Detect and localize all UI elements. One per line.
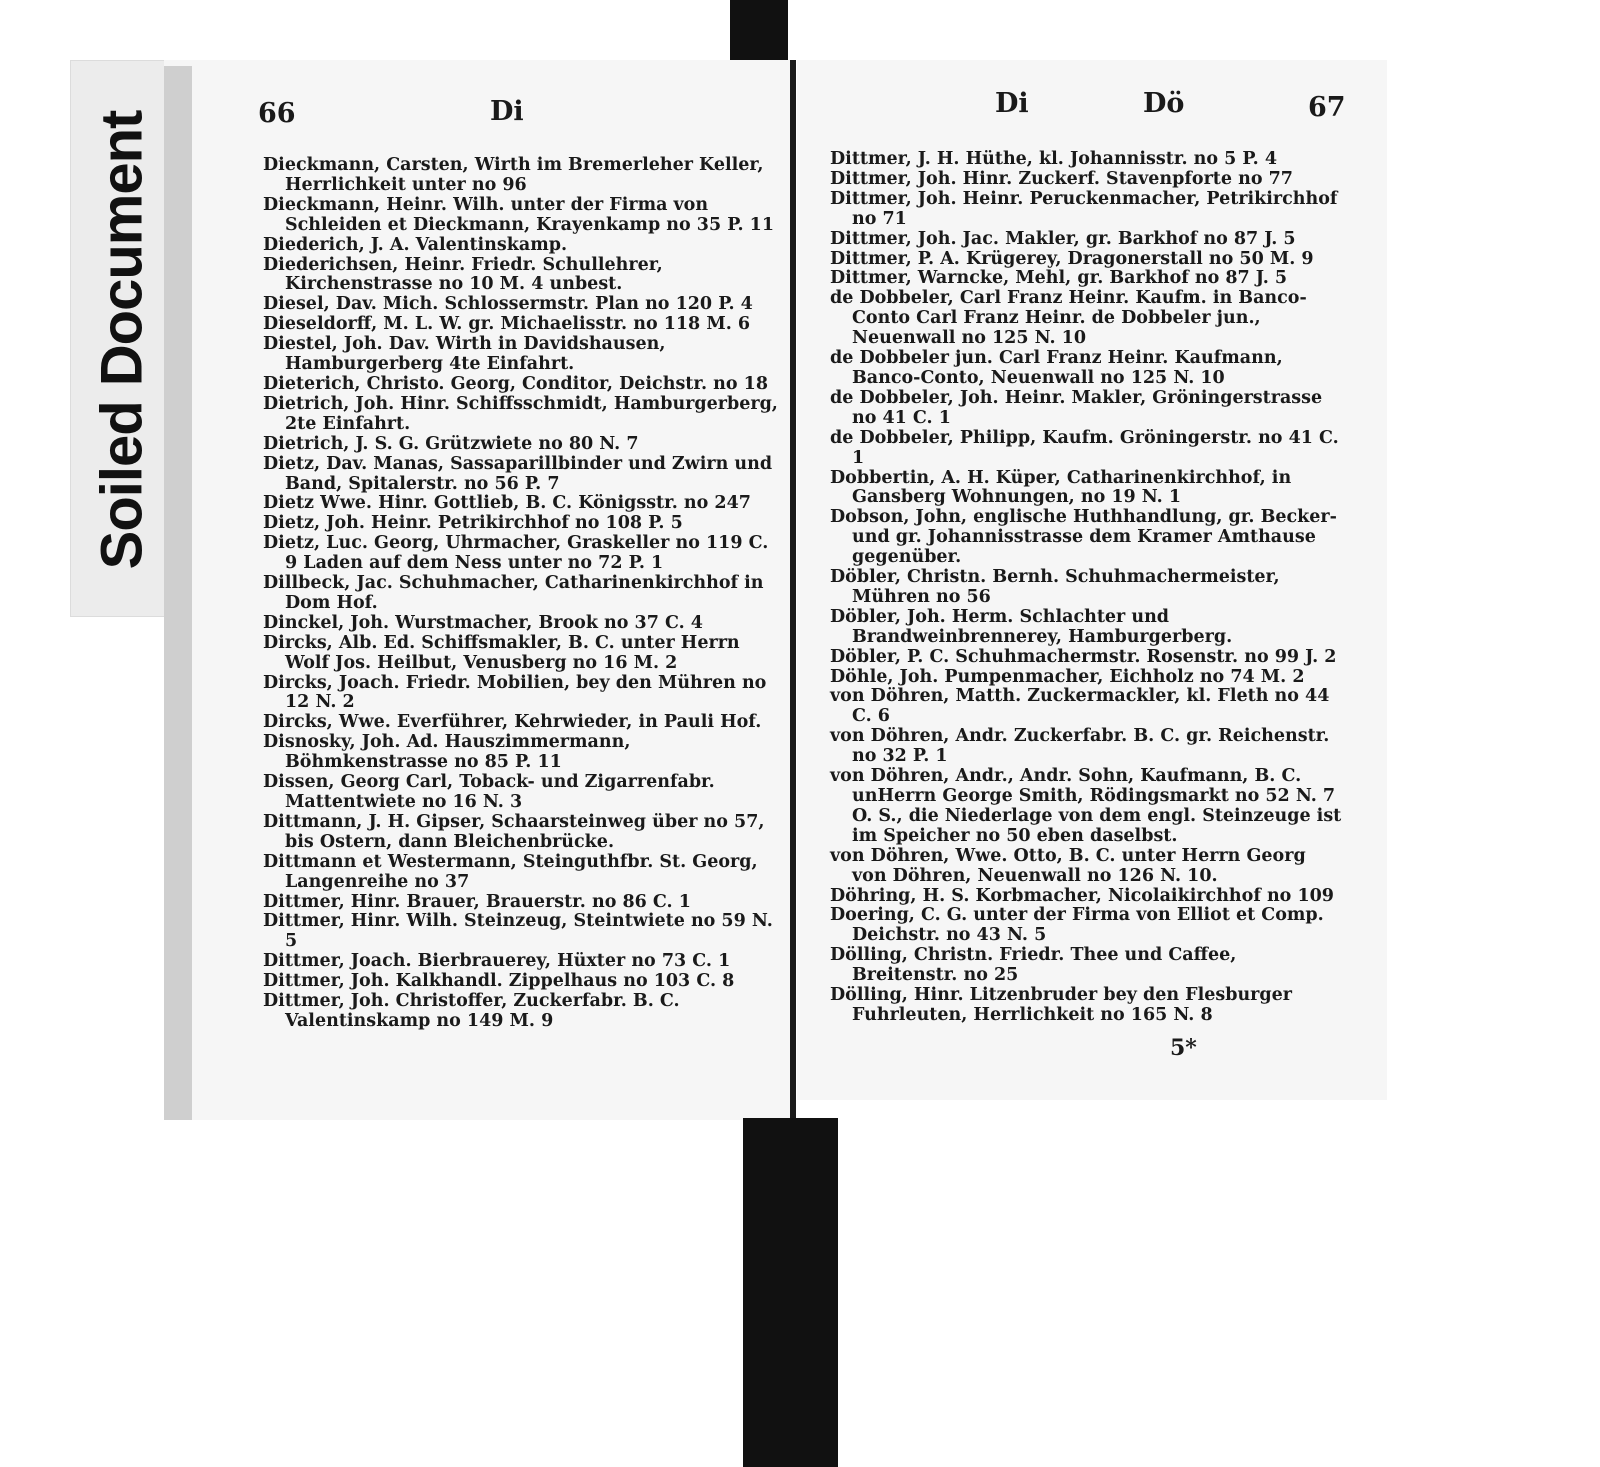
- directory-entry: von Döhren, Matth. Zuckermackler, kl. Fleth no 44 C. 6: [830, 686, 1330, 727]
- directory-entry: Dietz, Dav. Manas, Sassaparillbinder und Zwirn und Band, Spitalerstr. no 56 P. 7: [263, 453, 773, 494]
- directory-entry: de Dobbeler, Philipp, Kaufm. Gröningerstr. no 41 C. 1: [830, 427, 1339, 468]
- directory-entry: Dissen, Georg Carl, Toback- und Zigarrenfabr. Mattentwiete no 16 N. 3: [263, 772, 715, 812]
- directory-entry: Disnosky, Joh. Ad. Hauszimmermann, Böhmkenstrasse no 85 P. 11: [263, 732, 631, 773]
- directory-entry: Dietz, Joh. Heinr. Petrikirchhof no 108 P. 5: [263, 513, 683, 534]
- directory-entry: Diesel, Dav. Mich. Schlossermstr. Plan no 120 P. 4: [263, 294, 753, 315]
- directory-entry: Dietrich, Joh. Hinr. Schiffsschmidt, Hamburgerberg, 2te Einfahrt.: [263, 393, 778, 434]
- directory-entry: Dircks, Alb. Ed. Schiffsmakler, B. C. unter Herrn Wolf Jos. Heilbut, Venusberg no 16 M. 2: [263, 632, 740, 673]
- directory-entry: Dittmer, Joh. Kalkhandl. Zippelhaus no 103 C. 8: [263, 971, 735, 992]
- directory-entry: Dobbertin, A. H. Küper, Catharinenkirchhof, in Gansberg Wohnungen, no 19 N. 1: [830, 467, 1292, 508]
- directory-entry: Dietz, Luc. Georg, Uhrmacher, Graskeller no 119 C. 9 Laden auf dem Ness unter no 72 P. 1: [263, 533, 769, 574]
- book-spine: [790, 60, 796, 1120]
- directory-entry: Dittmann, J. H. Gipser, Schaarsteinweg über no 57, bis Ostern, dann Bleichenbrücke.: [263, 811, 765, 852]
- left-entry-list: [263, 156, 783, 1032]
- directory-entry: Dittmer, Hinr. Brauer, Brauerstr. no 86 C. 1: [263, 891, 691, 912]
- directory-entry: Dittmer, J. H. Hüthe, kl. Johannisstr. no 5 P. 4: [830, 149, 1278, 169]
- directory-entry: Dinckel, Joh. Wurstmacher, Brook no 37 C. 4: [263, 612, 703, 633]
- directory-entry: Döbler, Joh. Herm. Schlachter und Brandweinbrennerey, Hamburgerberg.: [830, 606, 1233, 647]
- right-running-head-1: Di: [995, 88, 1029, 119]
- directory-entry: Dittmer, Warncke, Mehl, gr. Barkhof no 87 J. 5: [830, 268, 1288, 289]
- directory-entry: Diederich, J. A. Valentinskamp.: [263, 234, 568, 255]
- directory-entry: von Döhren, Andr., Andr. Sohn, Kaufmann, B. C. unHerrn George Smith, Rödingsmarkt no 52 N. 7 O. S., die Niederlage von dem engl. Steinzeuge ist im Speicher no 50 eben daselbst.: [830, 766, 1342, 846]
- directory-entry: Dieckmann, Heinr. Wilh. unter der Firma von Schleiden et Dieckmann, Krayenkamp no 35 P. 11: [263, 194, 775, 235]
- directory-entry: Dittmer, Joh. Jac. Makler, gr. Barkhof no 87 J. 5: [830, 228, 1296, 249]
- directory-entry: Döhring, H. S. Korbmacher, Nicolaikirchhof no 109: [830, 885, 1334, 906]
- binding-tab-top: [730, 0, 788, 60]
- directory-entry: Dircks, Wwe. Everführer, Kehrwieder, in Pauli Hof.: [263, 712, 762, 733]
- directory-entry: de Dobbeler, Carl Franz Heinr. Kaufm. in Banco-Conto Carl Franz Heinr. de Dobbeler jun., Neuenwall no 125 N. 10: [830, 288, 1307, 349]
- directory-entry: Dieseldorff, M. L. W. gr. Michaelisstr. no 118 M. 6: [263, 314, 751, 335]
- directory-entry: Dittmann et Westermann, Steinguthfbr. St. Georg, Langenreihe no 37: [263, 851, 758, 892]
- directory-entry: von Döhren, Andr. Zuckerfabr. B. C. gr. Reichenstr. no 32 P. 1: [830, 726, 1330, 767]
- directory-entry: Dölling, Christn. Friedr. Thee und Caffee, Breitenstr. no 25: [830, 945, 1237, 986]
- directory-entry: Diederichsen, Heinr. Friedr. Schullehrer, Kirchenstrasse no 10 M. 4 unbest.: [263, 254, 663, 295]
- right-entry-list: [830, 150, 1345, 1026]
- directory-entry: de Dobbeler, Joh. Heinr. Makler, Gröningerstrasse no 41 C. 1: [830, 387, 1323, 428]
- directory-entry: Dillbeck, Jac. Schuhmacher, Catharinenkirchhof in Dom Hof.: [263, 573, 764, 613]
- directory-entry: Döbler, Christn. Bernh. Schuhmachermeister, Mühren no 56: [830, 567, 1280, 607]
- left-running-head: Di: [490, 96, 524, 127]
- directory-entry: Diestel, Joh. Dav. Wirth in Davidshausen, Hamburgerberg 4te Einfahrt.: [263, 334, 666, 375]
- directory-entry: Dietrich, J. S. G. Grützwiete no 80 N. 7: [263, 433, 639, 454]
- directory-entry: Döhle, Joh. Pumpenmacher, Eichholz no 74 M. 2: [830, 666, 1305, 687]
- directory-entry: Dietz Wwe. Hinr. Gottlieb, B. C. Königsstr. no 247: [263, 493, 751, 514]
- directory-entry: Dölling, Hinr. Litzenbruder bey den Flesburger Fuhrleuten, Herrlichkeit no 165 N. 8: [830, 985, 1292, 1025]
- directory-entry: Dieterich, Christo. Georg, Conditor, Deichstr. no 18: [263, 373, 769, 394]
- binding-tab-bottom: [743, 1118, 838, 1467]
- left-page-number: 66: [258, 98, 296, 129]
- page-edge: [164, 66, 192, 1120]
- directory-entry: Dittmer, Joh. Heinr. Peruckenmacher, Petrikirchhof no 71: [830, 188, 1338, 229]
- directory-entry: Dircks, Joach. Friedr. Mobilien, bey den Mühren no 12 N. 2: [263, 672, 767, 713]
- directory-entry: Dittmer, Joh. Hinr. Zuckerf. Stavenpforte no 77: [830, 168, 1293, 189]
- directory-entry: von Döhren, Wwe. Otto, B. C. unter Herrn Georg von Döhren, Neuenwall no 126 N. 10.: [830, 845, 1306, 886]
- directory-entry: de Dobbeler jun. Carl Franz Heinr. Kaufmann, Banco-Conto, Neuenwall no 125 N. 10: [830, 348, 1283, 388]
- right-page-number: 67: [1308, 92, 1346, 123]
- directory-entry: Dieckmann, Carsten, Wirth im Bremerleher Keller, Herrlichkeit unter no 96: [263, 155, 764, 195]
- directory-entry: Dittmer, Joach. Bierbrauerey, Hüxter no 73 C. 1: [263, 951, 731, 972]
- directory-entry: Döbler, P. C. Schuhmachermstr. Rosenstr. no 99 J. 2: [830, 646, 1337, 667]
- directory-entry: Dobson, John, englische Huthhandlung, gr. Becker- und gr. Johannisstrasse dem Kramer Amthause gegenüber.: [830, 507, 1337, 568]
- right-running-head-2: Dö: [1143, 88, 1185, 119]
- directory-entry: Dittmer, Joh. Christoffer, Zuckerfabr. B. C. Valentinskamp no 149 M. 9: [263, 991, 680, 1031]
- directory-entry: Doering, C. G. unter der Firma von Elliot et Comp. Deichstr. no 43 N. 5: [830, 905, 1324, 946]
- directory-entry: Dittmer, P. A. Krügerey, Dragonerstall no 50 M. 9: [830, 248, 1314, 269]
- signature-mark: 5*: [1170, 1035, 1197, 1061]
- directory-entry: Dittmer, Hinr. Wilh. Steinzeug, Steintwiete no 59 N. 5: [263, 911, 773, 952]
- stamp-label: Soiled Document: [89, 110, 155, 570]
